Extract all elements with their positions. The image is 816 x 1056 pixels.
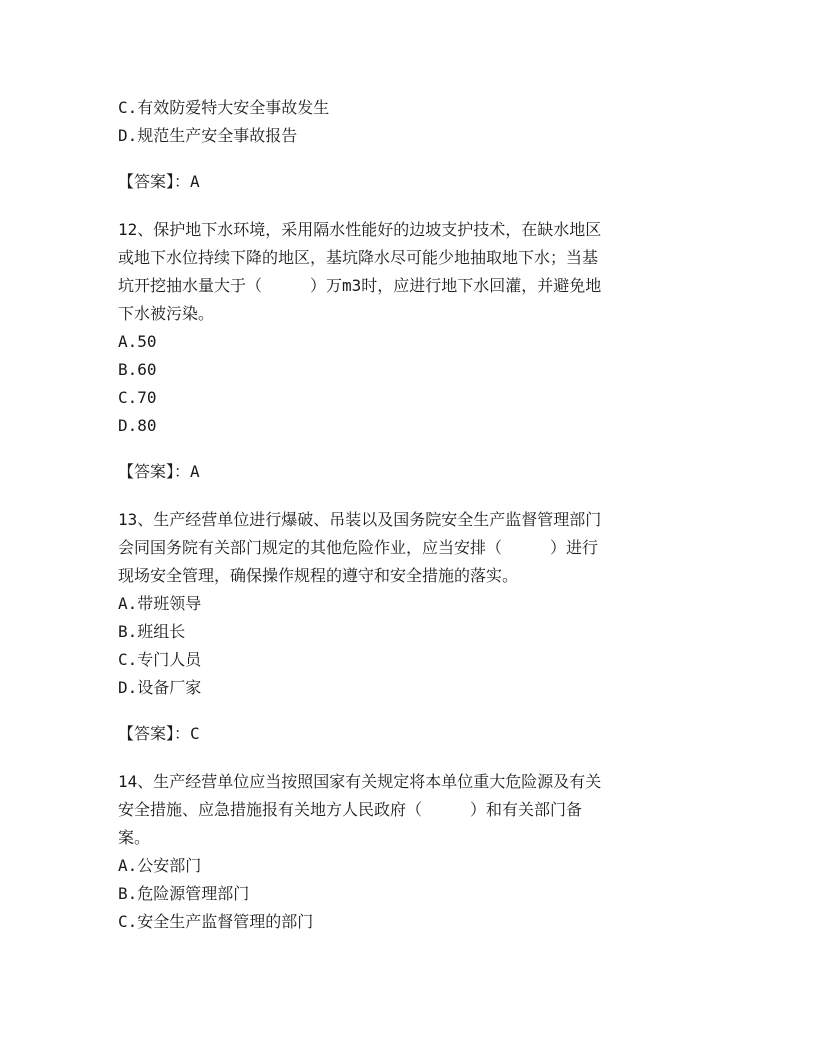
question-14: [118, 768, 708, 936]
q13-option-c: C.专门人员: [118, 650, 202, 669]
question-13: [118, 506, 708, 702]
q12-option-b: B.60: [118, 360, 157, 379]
q13-option-d: D.设备厂家: [118, 678, 202, 697]
q12-text-line-2: 或地下水位持续下降的地区，基坑降水尽可能少地抽取地下水；当基: [118, 248, 599, 267]
question-12: [118, 216, 708, 440]
q12-text-line-4: 下水被污染。: [118, 304, 215, 323]
document-content: [118, 94, 708, 936]
q11-answer: 【答案】：A: [118, 172, 200, 191]
q13-text-line-2: 会同国务院有关部门规定的其他危险作业，应当安排（ ）进行: [118, 538, 599, 557]
q13-option-b: B.班组长: [118, 622, 186, 641]
q12-option-a: A.50: [118, 332, 157, 351]
q11-option-d: D.规范生产安全事故报告: [118, 126, 298, 145]
q13-text-line-3: 现场安全管理，确保操作规程的遵守和安全措施的落实。: [118, 566, 519, 585]
q12-option-c: C.70: [118, 388, 157, 407]
q11-option-c: C.有效防爱特大安全事故发生: [118, 98, 330, 117]
q14-text-line-2: 安全措施、应急措施报有关地方人民政府（ ）和有关部门备: [118, 800, 583, 819]
q12-text-line-3: 坑开挖抽水量大于（ ）万m3时，应进行地下水回灌，并避免地: [118, 276, 602, 295]
q13-text-line-1: 13、生产经营单位进行爆破、吊装以及国务院安全生产监督管理部门: [118, 510, 602, 529]
q13-answer: 【答案】：C: [118, 724, 200, 743]
q12-option-d: D.80: [118, 416, 157, 435]
q14-option-b: B.危险源管理部门: [118, 884, 250, 903]
q13-option-a: A.带班领导: [118, 594, 202, 613]
q14-text-line-1: 14、生产经营单位应当按照国家有关规定将本单位重大危险源及有关: [118, 772, 602, 791]
q12-text-line-1: 12、保护地下水环境，采用隔水性能好的边坡支护技术，在缺水地区: [118, 220, 602, 239]
q14-option-a: A.公安部门: [118, 856, 202, 875]
q12-answer: 【答案】：A: [118, 462, 200, 481]
q14-text-line-3: 案。: [118, 828, 151, 847]
q14-option-c: C.安全生产监督管理的部门: [118, 912, 314, 931]
